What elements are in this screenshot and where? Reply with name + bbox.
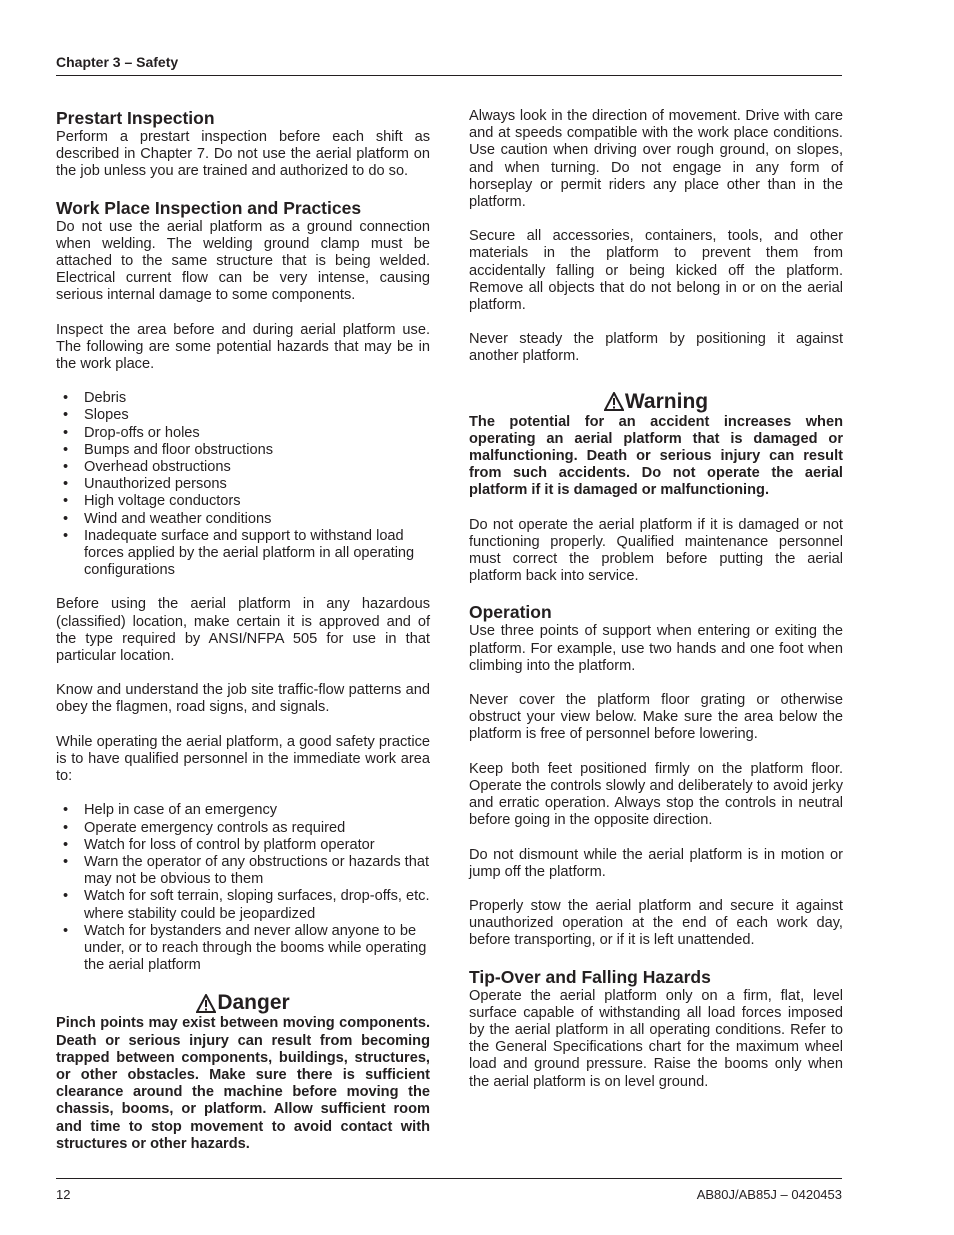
list-item: • Drop-offs or holes bbox=[56, 425, 430, 442]
list-item: • Watch for soft terrain, sloping surfaces, drop-offs, etc. where stability could be jeopardized bbox=[56, 888, 430, 922]
list-item: • Bumps and floor obstructions bbox=[56, 442, 430, 459]
warning-title bbox=[469, 390, 843, 414]
footer-rule bbox=[56, 1178, 842, 1179]
prestart-text: Perform a prestart inspection before each shift as described in Chapter 7. Do not use the aerial platform on the job unless you are trained and authorized to do so. bbox=[56, 129, 430, 180]
right-column bbox=[469, 108, 843, 1091]
list-item: • Debris bbox=[56, 390, 430, 407]
workplace-paragraph: Know and understand the job site traffic-flow patterns and obey the flagmen, road signs, and signals. bbox=[56, 682, 430, 716]
duty-list bbox=[56, 802, 430, 974]
workplace-paragraph: Inspect the area before and during aerial platform use. The following are some potential hazards that may be in the work place. bbox=[56, 321, 430, 373]
list-item: • Wind and weather conditions bbox=[56, 511, 430, 528]
operation-paragraph: Never cover the platform floor grating or otherwise obstruct your view below. Make sure the area below the platform is free of personnel before lowering. bbox=[469, 692, 843, 743]
danger-text: Pinch points may exist between moving components. Death or serious injury can result from becoming trapped between components, buildings, structures, or other obstacles. Make sure there is sufficient clearance around the machine before moving the chassis, booms, or platform. Allow sufficient room and time to stop movement to avoid contact with structures or other hazards. bbox=[56, 1015, 430, 1152]
body-paragraph: Do not operate the aerial platform if it is damaged or not functioning properly. Qualified maintenance personnel must correct the problem before putting the aerial platform back into service. bbox=[469, 516, 843, 585]
warning-label: Warning bbox=[624, 389, 709, 413]
list-item: • Watch for loss of control by platform operator bbox=[56, 837, 430, 854]
tipover-text: Operate the aerial platform only on a firm, flat, level surface capable of withstanding all load forces imposed by the aerial platform in all operating conditions. Refer to the General Specifications chart for the maximum wheel load and ground pressure. Raise the booms only when the aerial platform is on level ground. bbox=[469, 987, 843, 1090]
list-item: • Unauthorized persons bbox=[56, 476, 430, 493]
operation-paragraph: Keep both feet positioned firmly on the platform floor. Operate the controls slowly and deliberately to avoid jerky and erratic operation. Always stop the controls in neutral before going in the opposite direction. bbox=[469, 760, 843, 829]
warning-triangle-icon bbox=[604, 392, 624, 411]
warning-triangle-icon bbox=[196, 994, 216, 1013]
chapter-header: Chapter 3 – Safety bbox=[56, 54, 179, 70]
list-item: • High voltage conductors bbox=[56, 493, 430, 510]
list-item: • Warn the operator of any obstructions or hazards that may not be obvious to them bbox=[56, 854, 430, 888]
operation-heading: Operation bbox=[469, 602, 552, 623]
body-paragraph: Never steady the platform by positioning it against another platform. bbox=[469, 331, 843, 365]
body-paragraph: Secure all accessories, containers, tools, and other materials in the platform to prevent them from accidentally falling or being kicked off the platform. Remove all objects that do not belong in or on the aerial platform. bbox=[469, 228, 843, 314]
danger-title bbox=[56, 991, 430, 1015]
list-item: • Slopes bbox=[56, 407, 430, 424]
operation-paragraph: Use three points of support when entering or exiting the platform. For example, use two hands and one foot when climbing into the platform. bbox=[469, 623, 843, 674]
warning-text: The potential for an accident increases when operating an aerial platform that is damaged or malfunctioning. Death or serious injury can result from such accidents. Do not operate the aerial platform if it is damaged or malfunctioning. bbox=[469, 413, 843, 499]
hazard-list bbox=[56, 390, 430, 579]
operation-paragraph: Properly stow the aerial platform and secure it against unauthorized operation at the end of each work day, before transporting, or if it is left unattended. bbox=[469, 897, 843, 949]
workplace-heading: Work Place Inspection and Practices bbox=[56, 197, 362, 218]
list-item: • Operate emergency controls as required bbox=[56, 820, 430, 837]
header-rule bbox=[56, 75, 842, 76]
list-item: • Watch for bystanders and never allow anyone to be under, or to reach through the booms while operating the aerial platform bbox=[56, 923, 430, 975]
list-item: • Inadequate surface and support to withstand load forces applied by the aerial platform in all operating configurations bbox=[56, 528, 430, 580]
body-paragraph: Always look in the direction of movement. Drive with care and at speeds compatible with the work place conditions. Use caution when driving over rough ground, on slopes, and when turning. Do not engage in any form of horseplay or permit riders any place other than in the platform. bbox=[469, 108, 843, 211]
tipover-heading: Tip-Over and Falling Hazards bbox=[469, 966, 711, 987]
operation-paragraph: Do not dismount while the aerial platform is in motion or jump off the platform. bbox=[469, 846, 843, 880]
prestart-heading: Prestart Inspection bbox=[56, 108, 215, 128]
workplace-paragraph: Before using the aerial platform in any hazardous (classified) location, make certain it is approved and of the type required by ANSI/NFPA 505 for use in that particular location. bbox=[56, 596, 430, 665]
document-id: AB80J/AB85J – 0420453 bbox=[696, 1187, 842, 1202]
page-number: 12 bbox=[56, 1187, 71, 1202]
list-item: • Help in case of an emergency bbox=[56, 802, 430, 819]
workplace-paragraph: Do not use the aerial platform as a ground connection when welding. The welding ground clamp must be attached to the same structure that is being welded. Electrical current flow can be very intense, causing serious internal damage to some components. bbox=[56, 218, 430, 304]
list-item: • Overhead obstructions bbox=[56, 459, 430, 476]
left-column bbox=[56, 108, 430, 1153]
danger-label: Danger bbox=[217, 991, 290, 1015]
workplace-paragraph: While operating the aerial platform, a good safety practice is to have qualified personnel in the immediate work area to: bbox=[56, 733, 430, 785]
